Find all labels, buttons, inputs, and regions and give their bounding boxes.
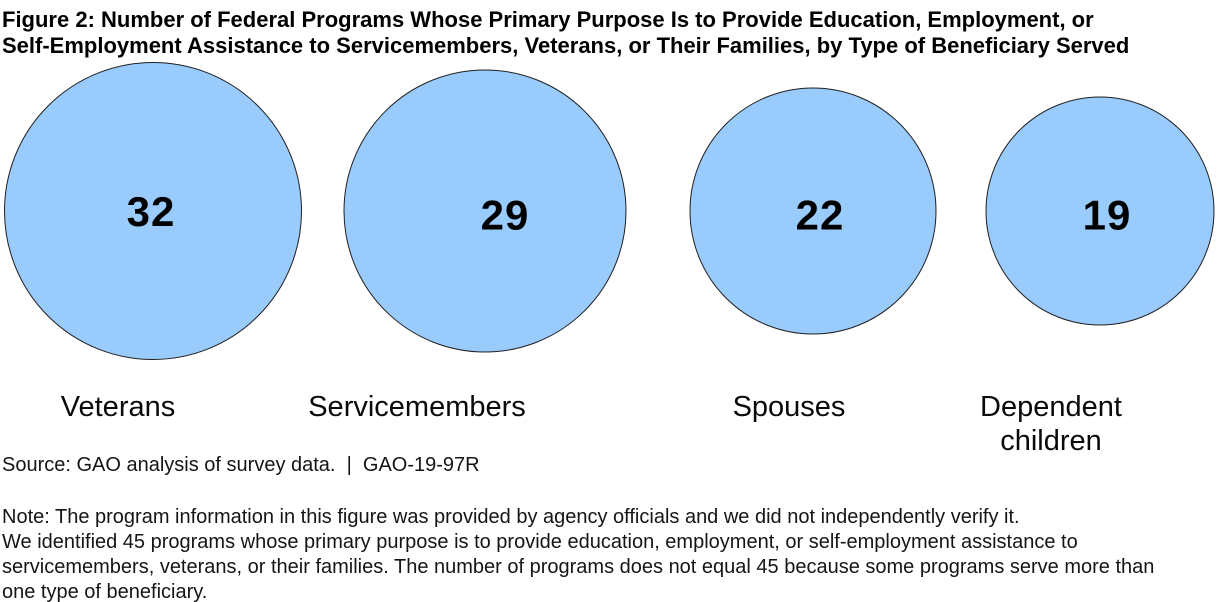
note-line-4: one type of beneficiary. <box>2 581 208 602</box>
bubble-spouses <box>690 88 937 335</box>
bubble-label-servicemembers: Servicemembers <box>308 391 526 423</box>
bubble-veterans <box>4 62 302 360</box>
figure-title-line-1: Figure 2: Number of Federal Programs Whose Primary Purpose Is to Provide Education, Employment, or <box>2 7 1094 32</box>
note-line-3: servicemembers, veterans, or their families. The number of programs does not equal 45 because some programs serve more than <box>2 556 1155 578</box>
bubble-circle-servicemembers <box>344 70 627 353</box>
bubble-value-dependent-children: 19 <box>1082 191 1132 238</box>
bubble-label-veterans: Veterans <box>60 391 176 423</box>
bubble-value-veterans: 32 <box>126 188 176 235</box>
note-line-1: Note: The program information in this figure was provided by agency officials and we did not independently verify it. <box>2 506 1020 528</box>
note-line-2: We identified 45 programs whose primary purpose is to provide education, employment, or self-employment assistance to <box>2 531 1078 553</box>
figure-title <box>2 7 1129 59</box>
bubble-label-dependent-children: Dependent children <box>980 391 1122 457</box>
bubble-circle-dependent-children <box>986 97 1215 326</box>
bubble-value-spouses: 22 <box>795 191 845 238</box>
figure-title-line-2: Self-Employment Assistance to Servicemembers, Veterans, or Their Families, by Type of Beneficiary Served <box>2 33 1130 58</box>
bubble-servicemembers <box>344 70 627 353</box>
source-line: Source: GAO analysis of survey data. | GAO-19-97R <box>2 454 480 476</box>
bubble-dependent-children <box>986 97 1215 326</box>
bubble-circle-veterans <box>4 62 302 360</box>
note-block <box>2 505 1154 602</box>
bubble-value-servicemembers: 29 <box>480 191 530 238</box>
bubble-circle-spouses <box>690 88 937 335</box>
bubble-label-spouses: Spouses <box>732 391 846 423</box>
